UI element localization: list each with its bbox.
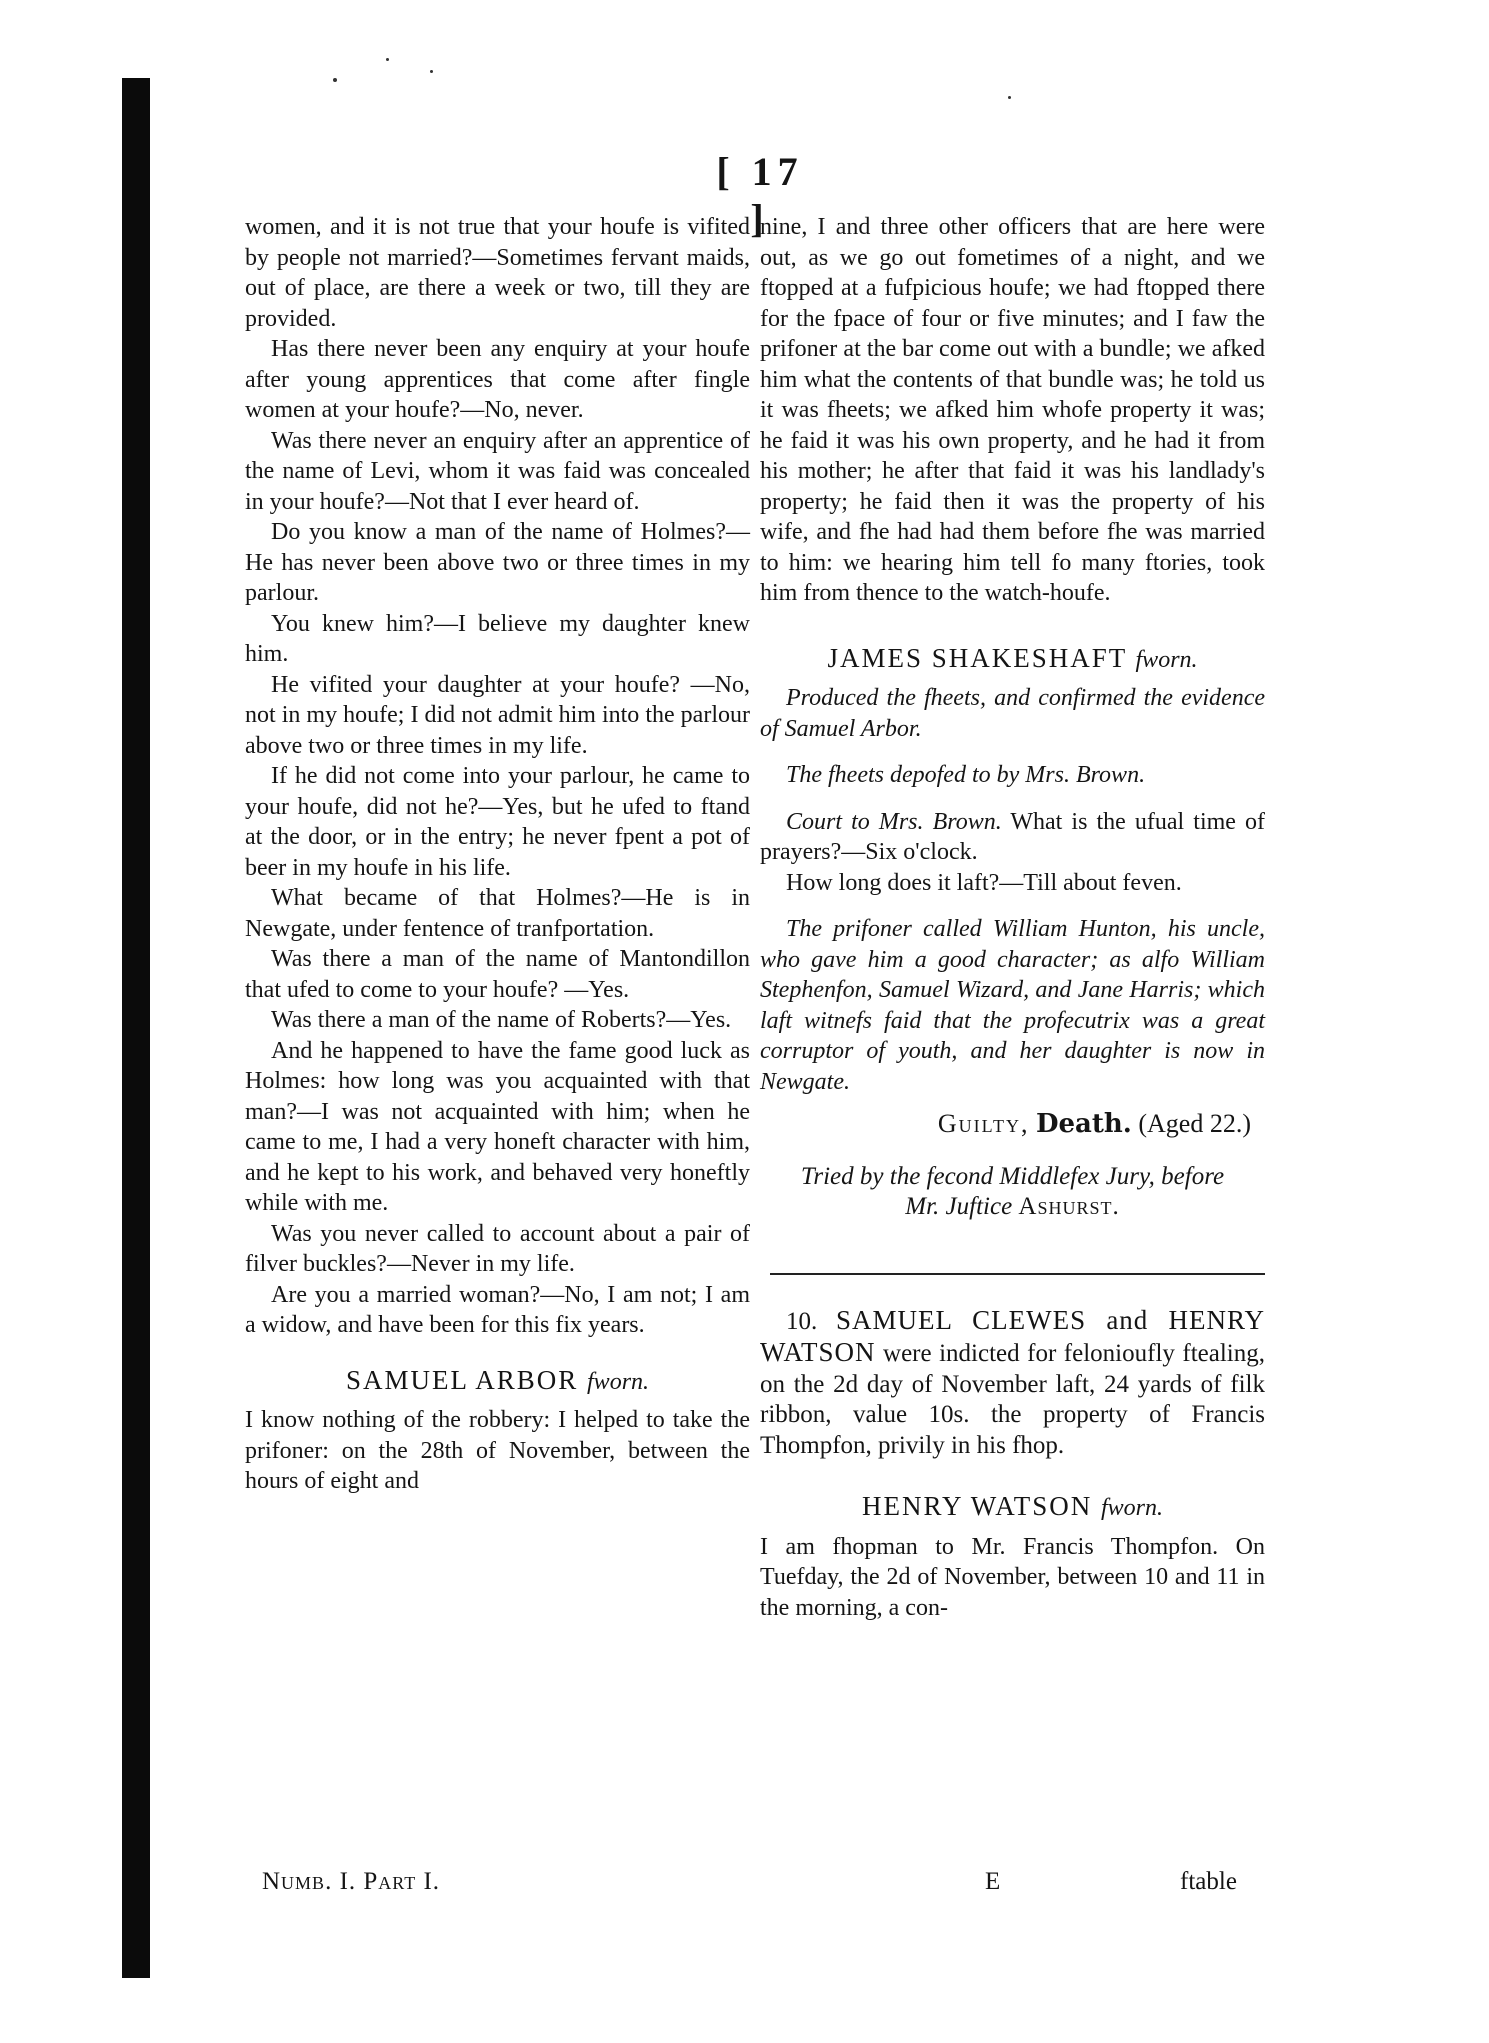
section-divider (770, 1273, 1265, 1275)
witness-heading-james-shakeshaft (760, 643, 1265, 676)
testimony-paragraph: If he did not come into your parlour, he came to your houfe, did not he?—Yes, but he ufed to ftand at the door, or in the entry; he never fpent a pot of beer in my houfe in his life. (245, 763, 750, 881)
testimony-paragraph: Was there never an enquiry after an apprentice of the name of Levi, whom it was faid was concealed in your houfe?—Not that I ever heard of. (245, 427, 750, 515)
witness-name: SAMUEL ARBOR (345, 1364, 579, 1395)
sworn-label: fworn. (1101, 1495, 1164, 1521)
witness-heading-samuel-arbor (245, 1365, 750, 1398)
court-lead: Court to Mrs. Brown. (786, 808, 1002, 835)
character-witnesses: The prifoner called William Hunton, his uncle, who gave him a good character; as alfo William Stephenfon, Samuel Wizard, and Jane Harris; which laft witnefs faid that the profecutrix was a great corruptor of youth, and her daughter is now in Newgate. (760, 916, 1265, 1095)
sheets-deposed-note: The fheets depofed to by Mrs. Brown. (786, 762, 1146, 788)
testimony-paragraph: women, and it is not true that your houfe is vifited by people not married?—Sometimes fervant maids, out of place, are there a week or two, till they are provided. (245, 214, 750, 332)
indictment-text: were indicted for felonioufly ftealing, on the 2d day of November laft, 24 yards of filk ribbon, value 10s. the property of Francis Thompfon, privily in his fhop. (760, 1340, 1265, 1459)
testimony-paragraph: You knew him?—I believe my daughter knew him. (245, 610, 750, 667)
binding-shadow (122, 78, 150, 1978)
case-indictment (760, 1305, 1265, 1462)
verdict-guilty: Guilty, (937, 1109, 1030, 1138)
speck (430, 70, 433, 73)
produced-sheets-note: Produced the fheets, and confirmed the evidence of Samuel Arbor. (760, 685, 1265, 742)
witness-name: HENRY WATSON (861, 1491, 1093, 1521)
testimony-paragraph: Was there a man of the name of Roberts?—Yes. (271, 1007, 732, 1033)
footer-number-part: Numb. I. Part I. (262, 1868, 441, 1895)
signature-mark: E (985, 1868, 1001, 1895)
verdict (760, 1109, 1251, 1140)
page-number: [ 17 ] (716, 149, 804, 241)
left-column (245, 212, 750, 1497)
testimony-paragraph: I know nothing of the robbery: I helped to take the prifoner: on the 28th of November, between the hours of eight and (245, 1407, 750, 1494)
justice-name: Ashurst. (1018, 1193, 1120, 1220)
speck (333, 78, 337, 82)
right-column (760, 212, 1265, 1623)
prayer-duration: How long does it laft?—Till about feven. (786, 869, 1182, 896)
case-number: 10. (786, 1307, 818, 1335)
verdict-death: Death. (1035, 1109, 1132, 1139)
left-paragraphs (245, 212, 750, 1341)
speck (386, 58, 389, 61)
witness-name: JAMES SHAKESHAFT (827, 642, 1127, 673)
testimony-paragraph: Was there a man of the name of Mantondillon that ufed to come to your houfe? —Yes. (245, 946, 750, 1003)
verdict-age: (Aged 22.) (1138, 1109, 1251, 1138)
speck (1008, 96, 1011, 99)
sworn-label: fworn. (1135, 646, 1198, 673)
testimony-paragraph: What became of that Holmes?—He is in Newgate, under fentence of tranfportation. (245, 885, 750, 942)
testimony-paragraph: And he happened to have the fame good luck as Holmes: how long was you acquainted with that man?—I was not acquainted with him; when he came to me, I had a very honeft character with him, and he kept to his work, and behaved very honeftly while with me. (245, 1037, 750, 1216)
witness-heading-henry-watson (760, 1491, 1265, 1524)
sworn-label: fworn. (587, 1368, 650, 1395)
testimony-paragraph: Are you a married woman?—No, I am not; I am a widow, and have been for this fix years. (245, 1281, 750, 1338)
court-text: What is the ufual time of prayers?—Six o'clock. (760, 808, 1265, 865)
catchword: ftable (1180, 1868, 1237, 1895)
testimony-paragraph: nine, I and three other officers that are here were out, as we go out fometimes of a night, and we ftopped at a fufpicious houfe; we had ftopped there for the fpace of four or five minutes; and I faw the prifoner at the bar come out with a bundle; we afked him what the contents of that bundle was; he told us it was fheets; we afked him whofe property it was; he faid it was his own property, and he had it from his mother; he after that faid it was his landlady's property; he faid then it was the property of his wife, and fhe had had them before fhe was married to him: we hearing him tell fo many ftories, took him from thence to the watch-houfe. (760, 214, 1265, 606)
tried-before (760, 1162, 1265, 1223)
testimony-paragraph: Has there never been any enquiry at your houfe after young apprentices that come after fingle women at your houfe?—No, never. (245, 336, 750, 423)
tried-line-2: Mr. Juftice (905, 1193, 1013, 1220)
tried-line-1: Tried by the fecond Middlefex Jury, before (800, 1162, 1225, 1190)
testimony-paragraph: I am fhopman to Mr. Francis Thompfon. On Tuefday, the 2d of November, between 10 and 11 in the morning, a con- (760, 1533, 1265, 1621)
testimony-paragraph: Was you never called to account about a pair of filver buckles?—Never in my life. (245, 1220, 750, 1277)
testimony-paragraph: Do you know a man of the name of Holmes?—He has never been above two or three times in my parlour. (245, 519, 750, 606)
court-question (760, 807, 1265, 868)
defendant-names: SAMUEL CLEWES and HENRY WATSON (760, 1304, 1266, 1367)
testimony-paragraph: He vifited your daughter at your houfe? —No, not in my houfe; I did not admit him into the parlour above two or three times in my life. (245, 671, 750, 759)
